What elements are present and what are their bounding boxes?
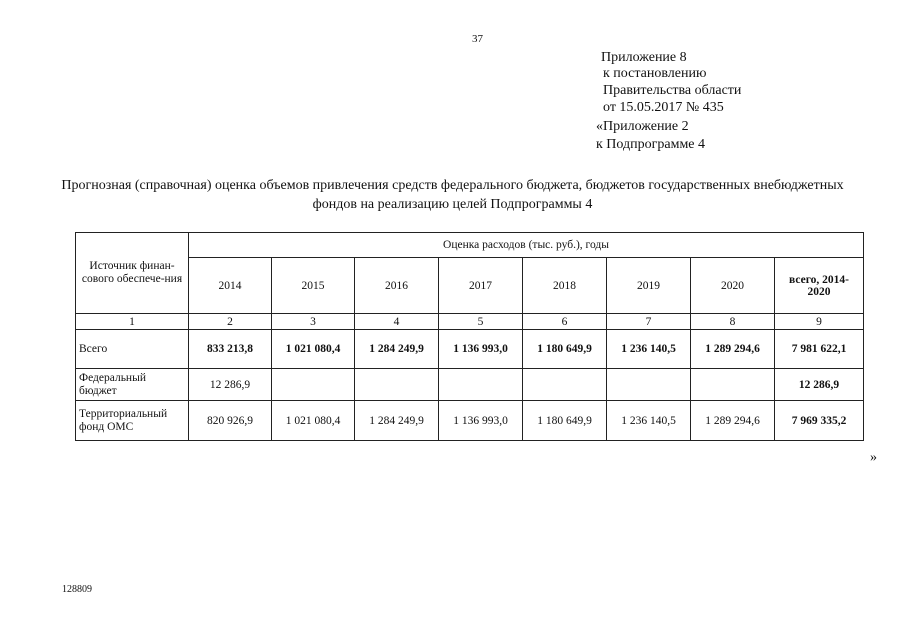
table-cell [355,369,439,401]
year-header: 2014 [189,258,272,314]
document-title: Прогнозная (справочная) оценка объемов привлечения средств федерального бюджета, бюджетов государственных внебюджетных фондов на реализацию целей Подпрограммы 4 [61,178,844,212]
row-label: Территориальный фонд ОМС [76,401,189,441]
year-header: 2017 [439,258,523,314]
total-cell: 7 981 622,1 [775,330,864,369]
column-number: 6 [523,314,607,330]
closing-quote: » [870,450,877,465]
table-cell: 820 926,9 [189,401,272,441]
total-cell: 12 286,9 [775,369,864,401]
expense-estimate-header: Оценка расходов (тыс. руб.), годы [189,233,864,258]
table-cell: 1 236 140,5 [607,330,691,369]
column-number: 3 [272,314,355,330]
column-number: 9 [775,314,864,330]
table-row [76,330,864,369]
source-header: Источник финан-сового обеспече-ния [76,233,189,314]
row-label: Федеральный бюджет [76,369,189,401]
resolution-ref: к постановлению [603,66,707,81]
table-cell: 1 180 649,9 [523,401,607,441]
table-cell: 1 289 294,6 [691,330,775,369]
table-row [76,369,864,401]
table-cell [607,369,691,401]
table-cell: 1 289 294,6 [691,401,775,441]
table-cell: 1 236 140,5 [607,401,691,441]
subprogram-ref: к Подпрограмме 4 [596,137,706,152]
total-header: всего, 2014-2020 [775,258,864,314]
table-cell: 833 213,8 [189,330,272,369]
year-header: 2020 [691,258,775,314]
table-cell: 1 021 080,4 [272,330,355,369]
funding-table [75,232,864,441]
year-header: 2019 [607,258,691,314]
table-cell: 12 286,9 [189,369,272,401]
year-header: 2016 [355,258,439,314]
table-cell [691,369,775,401]
column-number: 8 [691,314,775,330]
table-cell [272,369,355,401]
subappendix-label: «Приложение 2 [596,119,689,134]
appendix-label: Приложение 8 [601,50,687,65]
table-cell [439,369,523,401]
table-cell: 1 180 649,9 [523,330,607,369]
government-ref: Правительства области [603,83,742,98]
table-cell [523,369,607,401]
year-header: 2015 [272,258,355,314]
year-header: 2018 [523,258,607,314]
table-cell: 1 284 249,9 [355,401,439,441]
page-number: 37 [472,33,483,45]
table-cell: 1 284 249,9 [355,330,439,369]
document-code: 128809 [62,584,92,595]
total-cell: 7 969 335,2 [775,401,864,441]
table-cell: 1 136 993,0 [439,330,523,369]
resolution-date: от 15.05.2017 № 435 [603,100,724,115]
column-number: 1 [76,314,189,330]
table-cell: 1 136 993,0 [439,401,523,441]
column-number: 7 [607,314,691,330]
column-number: 5 [439,314,523,330]
column-number: 2 [189,314,272,330]
column-number: 4 [355,314,439,330]
table-cell: 1 021 080,4 [272,401,355,441]
row-label: Всего [76,330,189,369]
table-row [76,401,864,441]
